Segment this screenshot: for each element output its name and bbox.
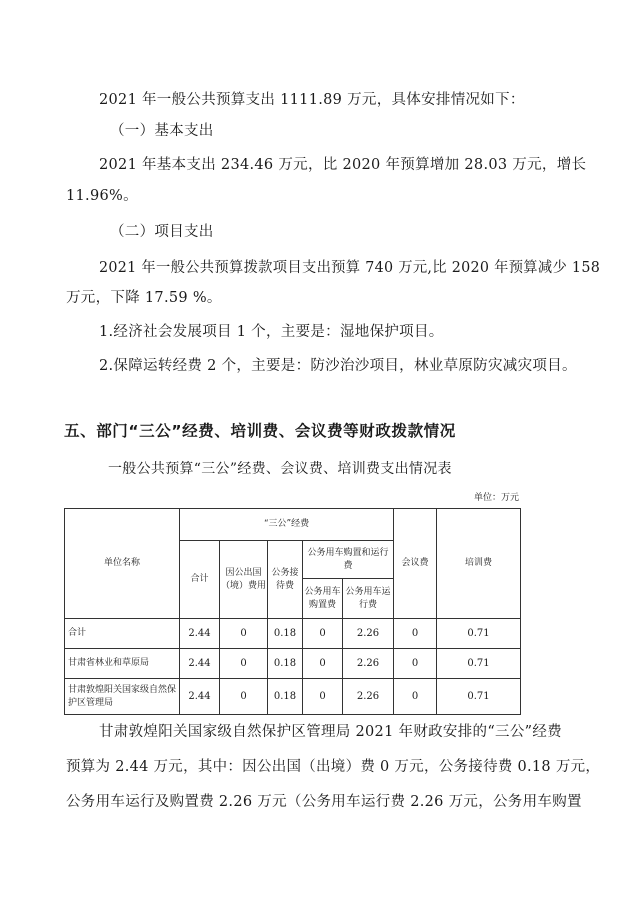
row-reception: 0.18 xyxy=(268,679,303,715)
row-purchase: 0 xyxy=(303,649,343,679)
section-heading: 五、部门“三公”经费、培训费、会议费等财政拨款情况 xyxy=(64,422,456,440)
row-operation: 2.26 xyxy=(343,679,394,715)
row-total: 2.44 xyxy=(180,679,220,715)
project-item-2: 2.保障运转经费 2 个，主要是：防沙治沙项目，林业草原防灾减灾项目。 xyxy=(99,358,577,374)
sangong-group-header: “三公”经费 xyxy=(180,509,394,541)
basic-expenditure-text-line-2: 11.96%。 xyxy=(66,188,138,204)
table-row xyxy=(65,679,521,715)
row-name: 合计 xyxy=(65,619,180,649)
row-operation: 2.26 xyxy=(343,619,394,649)
basic-expenditure-subheading: （一）基本支出 xyxy=(110,123,214,139)
closing-text-line-1: 甘肃敦煌阳关国家级自然保护区管理局 2021 年财政安排的“三公”经费 xyxy=(99,724,562,740)
vehicle-operation-header: 公务用车运行费 xyxy=(343,579,394,619)
project-item-1: 1.经济社会发展项目 1 个，主要是：湿地保护项目。 xyxy=(99,324,444,340)
row-training: 0.71 xyxy=(437,649,521,679)
row-reception: 0.18 xyxy=(268,619,303,649)
row-meeting: 0 xyxy=(394,679,437,715)
sangong-expenditure-table xyxy=(64,508,521,715)
vehicle-group-header: 公务用车购置和运行费 xyxy=(303,541,394,579)
reception-fee-header: 公务接待费 xyxy=(268,541,303,619)
project-expenditure-text-line-2: 万元，下降 17.59 %。 xyxy=(66,290,222,306)
row-overseas: 0 xyxy=(220,679,268,715)
unit-label: 单位：万元 xyxy=(474,493,520,503)
unit-name-header: 单位名称 xyxy=(65,509,180,619)
budget-intro-line: 2021 年一般公共预算支出 1111.89 万元，具体安排情况如下： xyxy=(99,92,525,108)
project-expenditure-text-line-1: 2021 年一般公共预算拨款项目支出预算 740 万元,比 2020 年预算减少 158 xyxy=(99,260,601,276)
row-purchase: 0 xyxy=(303,619,343,649)
row-total: 2.44 xyxy=(180,649,220,679)
row-overseas: 0 xyxy=(220,619,268,649)
project-expenditure-subheading: （二）项目支出 xyxy=(110,224,214,240)
row-name: 甘肃省林业和草原局 xyxy=(65,649,180,679)
row-meeting: 0 xyxy=(394,649,437,679)
row-training: 0.71 xyxy=(437,679,521,715)
row-training: 0.71 xyxy=(437,619,521,649)
table-caption: 一般公共预算“三公”经费、会议费、培训费支出情况表 xyxy=(108,461,452,477)
header-row-1 xyxy=(65,509,521,541)
table-row xyxy=(65,649,521,679)
row-total: 2.44 xyxy=(180,619,220,649)
row-reception: 0.18 xyxy=(268,649,303,679)
row-operation: 2.26 xyxy=(343,649,394,679)
table-row xyxy=(65,619,521,649)
closing-text-line-2: 预算为 2.44 万元，其中：因公出国（出境）费 0 万元，公务接待费 0.18 万元， xyxy=(66,759,601,775)
row-purchase: 0 xyxy=(303,679,343,715)
overseas-fee-header: 因公出国（境）费用 xyxy=(220,541,268,619)
row-meeting: 0 xyxy=(394,619,437,649)
row-name: 甘肃敦煌阳关国家级自然保护区管理局 xyxy=(65,679,180,715)
meeting-fee-header: 会议费 xyxy=(394,509,437,619)
vehicle-purchase-header: 公务用车购置费 xyxy=(303,579,343,619)
basic-expenditure-text-line-1: 2021 年基本支出 234.46 万元，比 2020 年预算增加 28.03 万元，增长 xyxy=(99,157,587,173)
closing-text-line-3: 公务用车运行及购置费 2.26 万元（公务用车运行费 2.26 万元，公务用车购置 xyxy=(66,794,582,810)
total-header: 合计 xyxy=(180,541,220,619)
training-fee-header: 培训费 xyxy=(437,509,521,619)
row-overseas: 0 xyxy=(220,649,268,679)
